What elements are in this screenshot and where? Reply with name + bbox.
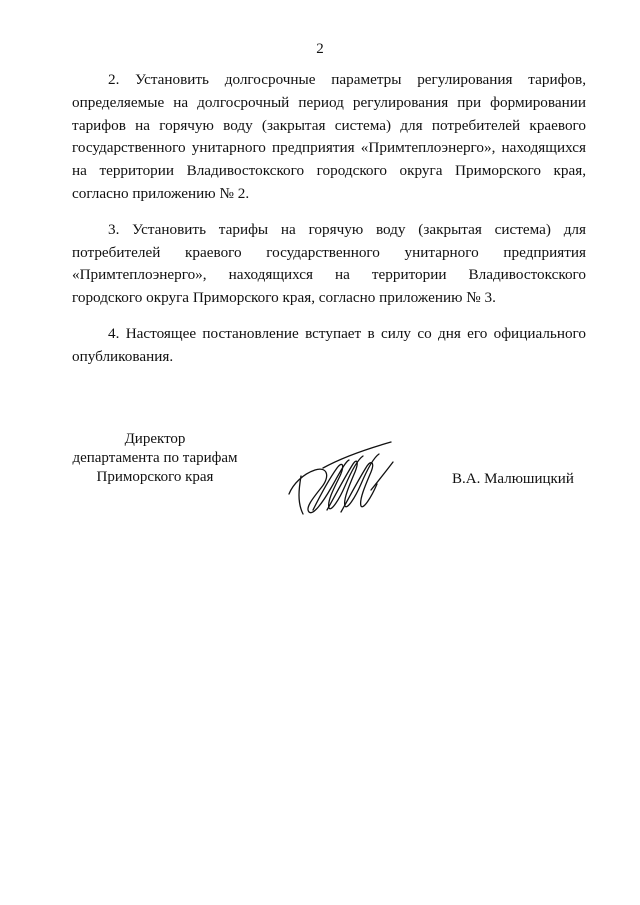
page-number: 2: [316, 41, 324, 57]
handwritten-signature: [283, 432, 398, 522]
paragraph-2: 2. Установить долгосрочные параметры регулирования тарифов, определяемые на долгосрочный период регулирования при формировании тарифов на горячую воду (закрытая система) для потребителей краевого государственного унитарного предприятия «Примтеплоэнерго», находящихся на территории Владивостокского городского округа Приморского края, согласно приложению № 2.: [72, 71, 586, 202]
signer-name: В.А. Малюшицкий: [452, 471, 574, 487]
paragraph-3: 3. Установить тарифы на горячую воду (закрытая система) для потребителей краевого государственного унитарного предприятия «Примтеплоэнерго», находящихся на территории Владивостокского городского округа Приморского края, согласно приложению № 3.: [72, 220, 586, 307]
signer-title-line-2: департамента по тарифам: [72, 450, 238, 466]
paragraph-4: 4. Настоящее постановление вступает в силу со дня его официального опубликования.: [72, 324, 586, 365]
signer-title-line-3: Приморского края: [96, 469, 214, 485]
signer-title-line-1: Директор: [124, 431, 186, 447]
signature-block: [0, 430, 640, 530]
document-body: [72, 69, 586, 382]
signer-title: [50, 430, 260, 487]
